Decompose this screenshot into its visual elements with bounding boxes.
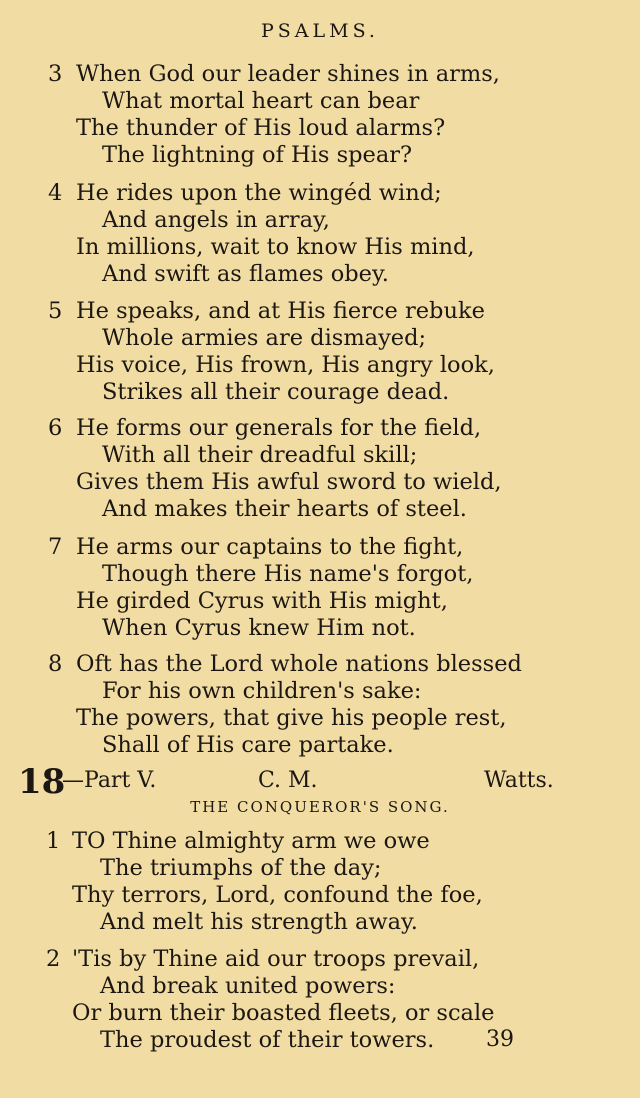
stanza-number: 4 [48, 180, 63, 206]
hymn-part: —Part V. [62, 768, 157, 793]
verse-line: Strikes all their courage dead. [102, 379, 450, 405]
running-head: PSALMS. [261, 20, 379, 42]
verse-line: The proudest of their towers. [100, 1027, 435, 1053]
stanza-number: 3 [48, 61, 63, 87]
verse-line: He forms our generals for the field, [76, 415, 482, 441]
verse-line: And melt his strength away. [100, 909, 418, 935]
verse-line: And break united powers: [100, 973, 396, 999]
verse-line: What mortal heart can bear [102, 88, 420, 114]
stanza-number: 5 [48, 298, 63, 324]
page-number: 39 [486, 1027, 514, 1052]
verse-line: Though there His name's forgot, [102, 561, 474, 587]
verse-line: He arms our captains to the fight, [76, 534, 464, 560]
verse-line: He speaks, and at His fierce rebuke [76, 298, 485, 324]
verse-line: And makes their hearts of steel. [102, 496, 467, 522]
verse-line: The lightning of His spear? [102, 142, 413, 168]
stanza-number: 1 [46, 828, 61, 854]
hymn-author: Watts. [484, 768, 554, 793]
verse-line: Gives them His awful sword to wield, [76, 469, 502, 495]
verse-line: The triumphs of the day; [100, 855, 382, 881]
verse-line: The thunder of His loud alarms? [76, 115, 446, 141]
stanza-number: 8 [48, 651, 63, 677]
verse-line: He girded Cyrus with His might, [76, 588, 448, 614]
verse-line: Or burn their boasted fleets, or scale [72, 1000, 495, 1026]
hymn-subtitle: THE CONQUEROR'S SONG. [190, 798, 450, 816]
verse-line: 'Tis by Thine aid our troops prevail, [72, 946, 480, 972]
hymn-meter: C. M. [258, 768, 318, 793]
verse-line: TO Thine almighty arm we owe [72, 828, 430, 854]
verse-line: In millions, wait to know His mind, [76, 234, 475, 260]
verse-line: For his own children's sake: [102, 678, 422, 704]
stanza-number: 2 [46, 946, 61, 972]
verse-line: When God our leader shines in arms, [76, 61, 500, 87]
verse-line: Oft has the Lord whole nations blessed [76, 651, 522, 677]
verse-line: And swift as flames obey. [102, 261, 389, 287]
verse-line: His voice, His frown, His angry look, [76, 352, 495, 378]
verse-line: He rides upon the wingéd wind; [76, 180, 442, 206]
verse-line: The powers, that give his people rest, [76, 705, 507, 731]
verse-line: With all their dreadful skill; [102, 442, 418, 468]
hymn-number: 18 [18, 762, 66, 802]
verse-line: Thy terrors, Lord, confound the foe, [72, 882, 483, 908]
verse-line: And angels in array, [102, 207, 330, 233]
verse-line: Shall of His care partake. [102, 732, 394, 758]
stanza-number: 7 [48, 534, 63, 560]
verse-line: When Cyrus knew Him not. [102, 615, 416, 641]
stanza-number: 6 [48, 415, 63, 441]
verse-line: Whole armies are dismayed; [102, 325, 427, 351]
